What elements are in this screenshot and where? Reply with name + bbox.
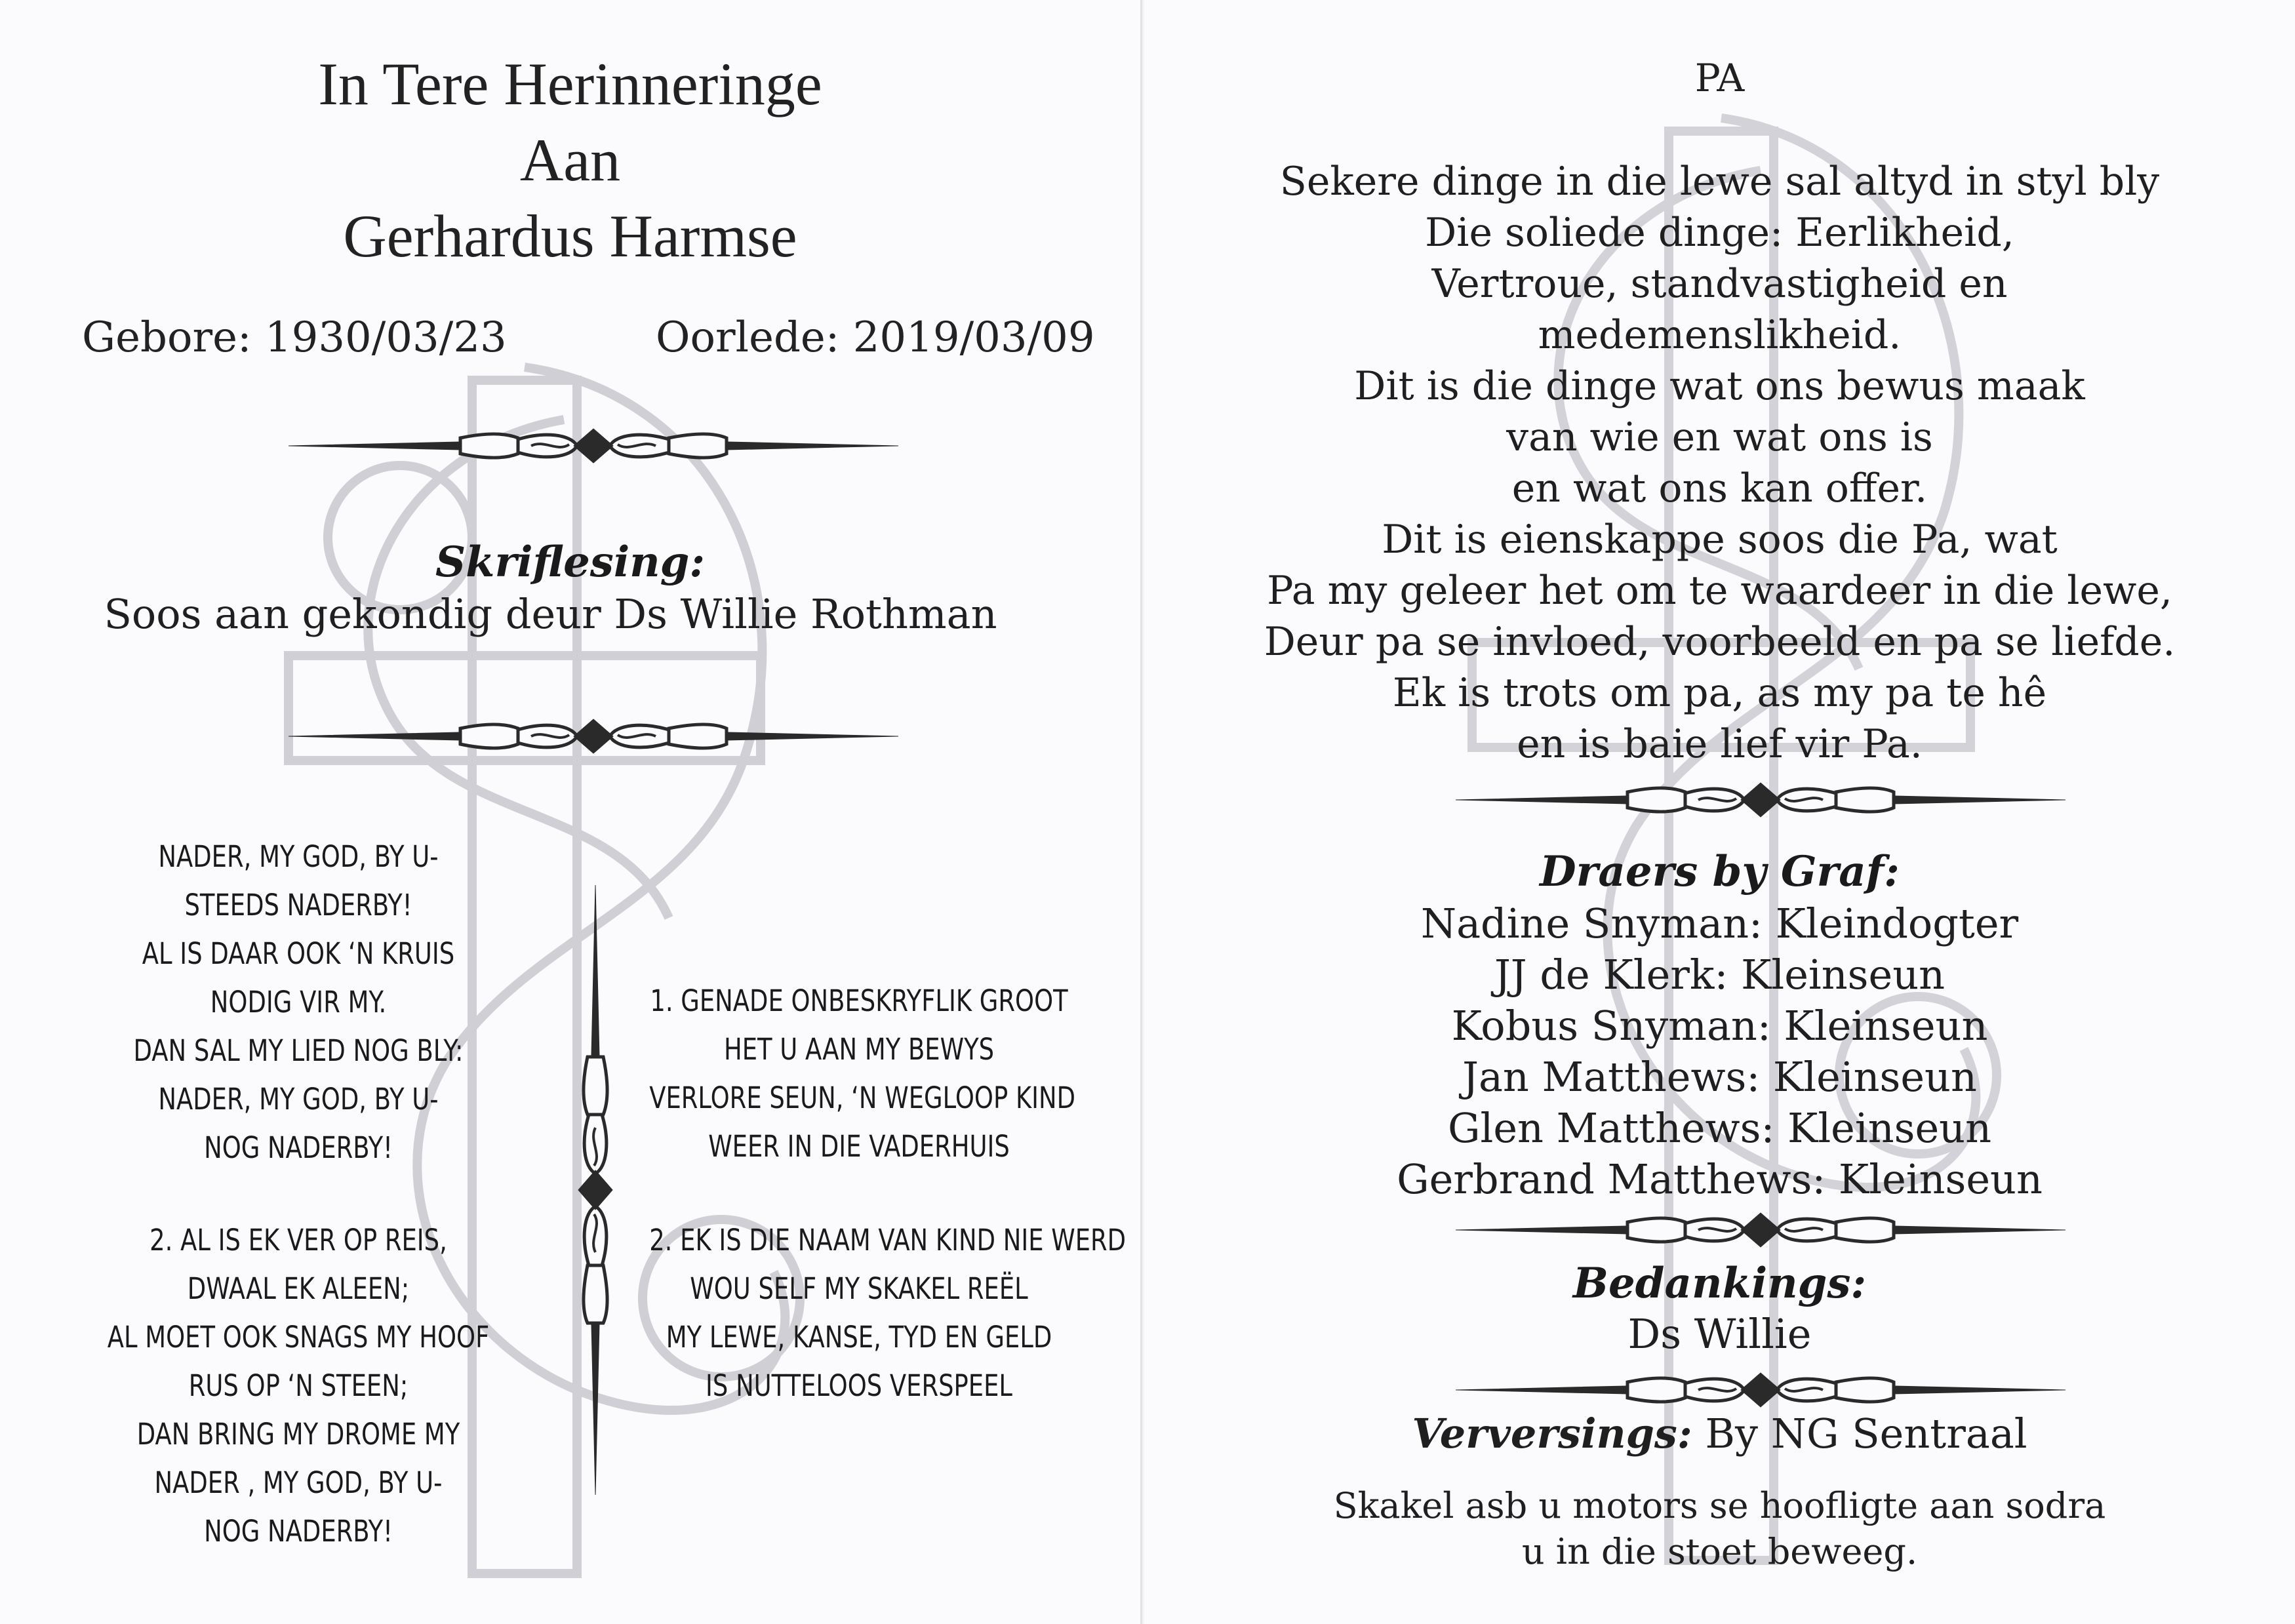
hymn-line: WOU SELF MY SKAKEL REËL [690, 1271, 1028, 1306]
poem-line: medemenslikheid. [1538, 312, 1902, 358]
refreshments-heading: Verversings: [1412, 1410, 1692, 1457]
bearers-list [1144, 898, 2295, 1205]
deceased-name: Gerhardus Harmse [343, 203, 797, 269]
bearer-item: Kobus Snyman: Kleinseun [1451, 1002, 1988, 1050]
poem-line: en wat ons kan offer. [1511, 465, 1928, 511]
ornament-divider-icon [289, 710, 898, 762]
hymn-line: IS NUTTELOOS VERSPEEL [706, 1368, 1012, 1403]
ornament-divider-icon [1456, 1204, 2066, 1256]
bearer-item: JJ de Klerk: Kleinseun [1494, 951, 1946, 999]
bearer-item: Glen Matthews: Kleinseun [1447, 1104, 1992, 1152]
poem-title: PA [1694, 56, 1745, 100]
title-line-2: Aan [519, 127, 621, 193]
thanks-text: Ds Willie [1627, 1310, 1812, 1358]
hymn-line: 1. GENADE ONBESKRYFLIK GROOT [650, 983, 1068, 1018]
birth-date: Gebore: 1930/03/23 [82, 313, 507, 362]
hymn-left-verse-1 [97, 833, 500, 1172]
poem-line: Dit is die dinge wat ons bewus maak [1354, 363, 2085, 409]
poem-line: Ek is trots om pa, as my pa te hê [1392, 670, 2047, 716]
hymn-line: DAN BRING MY DROME MY [136, 1417, 460, 1452]
poem-line: Die soliede dinge: Eerlikheid, [1425, 210, 2014, 256]
hymn-line: NODIG VIR MY. [210, 985, 387, 1020]
poem-line: Sekere dinge in die lewe sal altyd in styl bly [1279, 159, 2160, 205]
vertical-ornament-divider-icon [569, 885, 622, 1495]
thanks-heading: Bedankings: [1572, 1259, 1867, 1308]
title-line-1: In Tere Herinneringe [318, 50, 822, 117]
hymn-left-verse-2 [97, 1216, 500, 1556]
bearer-item: Nadine Snyman: Kleindogter [1420, 900, 2019, 947]
right-page [1144, 0, 2295, 1624]
hymn-line: AL MOET OOK SNAGS MY HOOF [107, 1320, 490, 1355]
death-date: Oorlede: 2019/03/09 [656, 313, 1095, 362]
hymn-line: NADER, MY GOD, BY U- [158, 839, 439, 874]
hymn-line: NADER , MY GOD, BY U- [154, 1465, 443, 1500]
poem-line: Dit is eienskappe soos die Pa, wat [1382, 517, 2058, 563]
hymn-line: RUS OP ‘N STEEN; [188, 1368, 409, 1403]
hymn-line: STEEDS NADERBY! [184, 888, 412, 922]
hymn-line: HET U AAN MY BEWYS [723, 1032, 995, 1067]
hymn-line: MY LEWE, KANSE, TYD EN GELD [666, 1320, 1052, 1355]
hymn-line: NADER, MY GOD, BY U- [158, 1082, 439, 1117]
bearers-heading: Draers by Graf: [1540, 847, 1900, 896]
hymn-line: DAN SAL MY LIED NOG BLY: [133, 1033, 464, 1068]
poem-line: Deur pa se invloed, voorbeeld en pa se liefde. [1264, 619, 2176, 665]
reading-heading: Skriflesing: [435, 538, 706, 587]
notice-line: u in die stoet beweeg. [1521, 1531, 1918, 1572]
hymn-right-verse-1 [649, 977, 1076, 1171]
hymn-line: NOG NADERBY! [204, 1514, 393, 1549]
poem-line: Pa my geleer het om te waardeer in die lewe, [1267, 568, 2172, 614]
poem-line: van wie en wat ons is [1506, 414, 1933, 460]
hymn-line: DWAAL EK ALEEN; [187, 1271, 410, 1306]
poem-line: Vertroue, standvastigheid en [1431, 261, 2008, 307]
bearer-item: Gerbrand Matthews: Kleinseun [1397, 1155, 2043, 1203]
poem-line: en is baie lief vir Pa. [1517, 721, 1923, 767]
ornament-divider-icon [289, 420, 898, 472]
ornament-divider-icon [1456, 1364, 2066, 1416]
hymn-line: AL IS DAAR OOK ‘N KRUIS [142, 936, 455, 971]
notice-block [1144, 1483, 2295, 1575]
ornament-divider-icon [1456, 774, 2066, 826]
hymn-line: 2. EK IS DIE NAAM VAN KIND NIE WERD [649, 1223, 1127, 1258]
refreshments-text: By NG Sentraal [1692, 1410, 2027, 1457]
memorial-title [0, 46, 1140, 274]
poem-block [1144, 156, 2295, 770]
hymn-line: VERLORE SEUN, ‘N WEGLOOP KIND [649, 1080, 1076, 1115]
hymn-line: 2. AL IS EK VER OP REIS, [150, 1223, 447, 1258]
refreshments-line [1144, 1410, 2295, 1457]
bearer-item: Jan Matthews: Kleinseun [1462, 1053, 1977, 1101]
hymn-line: NOG NADERBY! [204, 1130, 393, 1165]
hymn-right-verse-2 [649, 1216, 1127, 1410]
left-page [0, 0, 1142, 1624]
notice-line: Skakel asb u motors se hoofligte aan sodra [1333, 1485, 2106, 1526]
reading-text: Soos aan gekondig deur Ds Willie Rothman [104, 590, 997, 638]
hymn-line: WEER IN DIE VADERHUIS [708, 1129, 1010, 1164]
